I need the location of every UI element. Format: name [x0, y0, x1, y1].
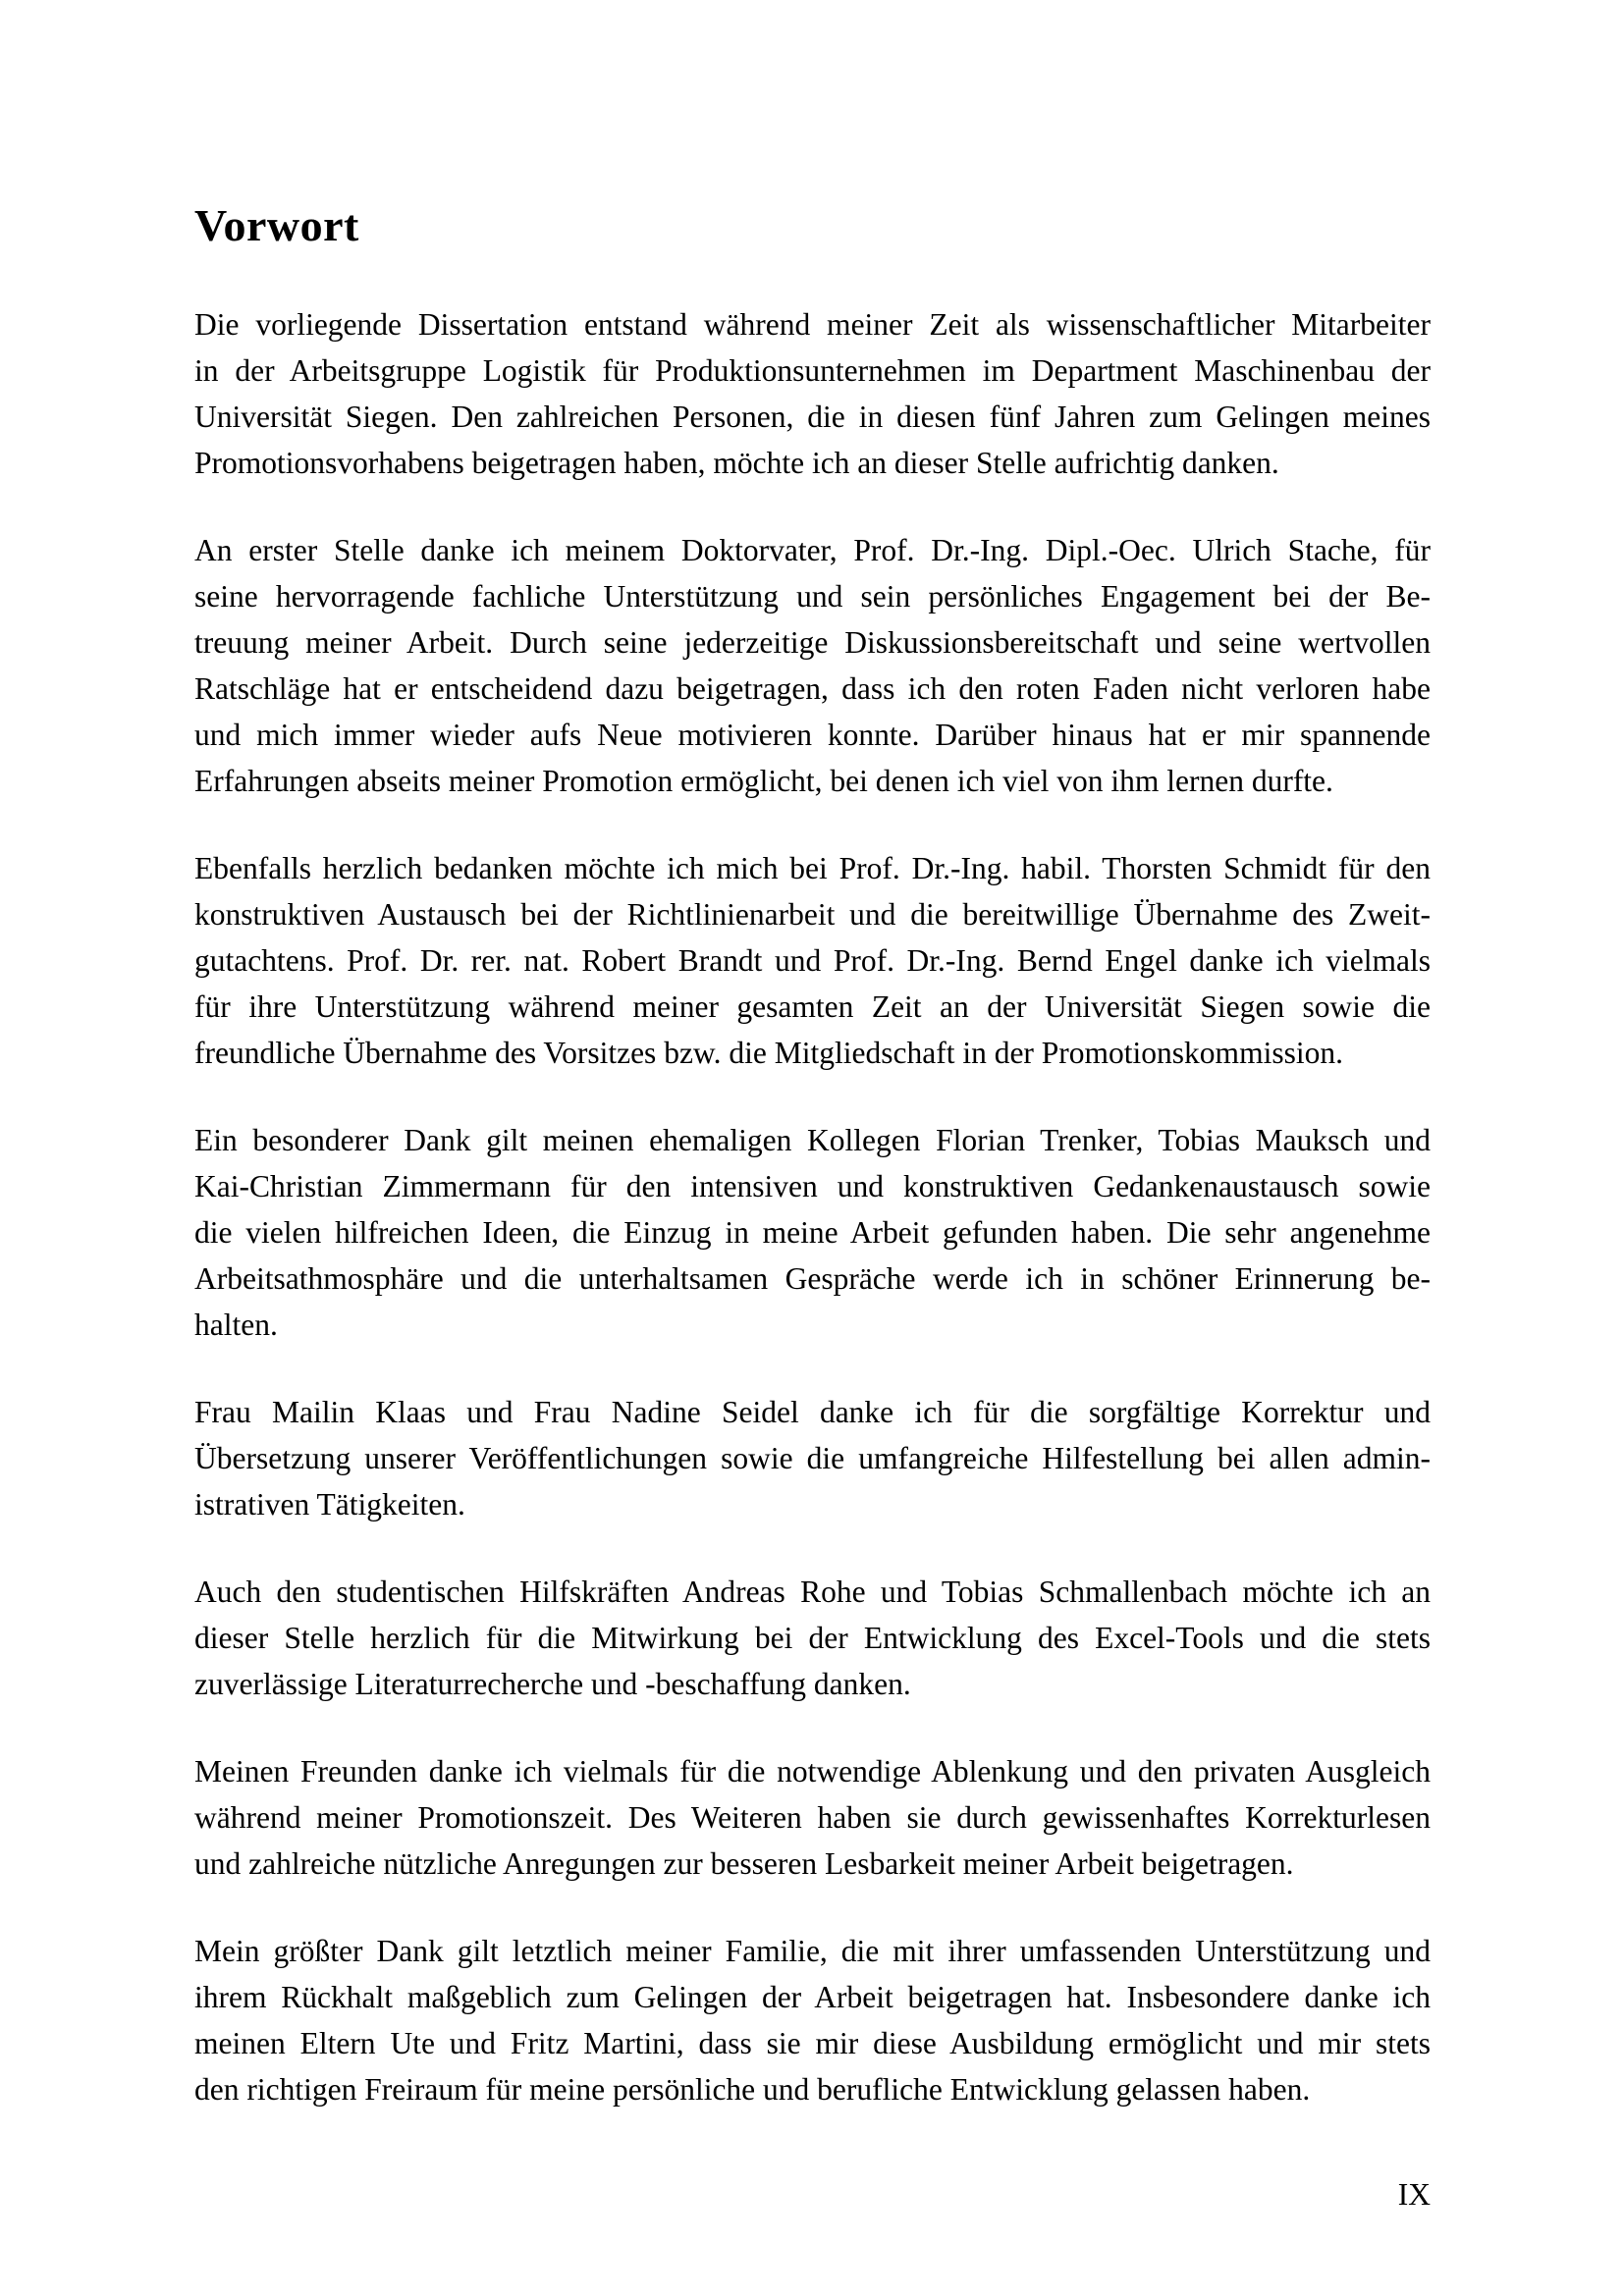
- paragraph: [194, 1928, 1431, 2112]
- paragraph: [194, 1117, 1431, 1348]
- paragraph-line: Frau Mailin Klaas und Frau Nadine Seidel danke ich für die sorgfältige Korrektur und: [194, 1395, 1431, 1429]
- paragraph-line: Mein größter Dank gilt letztlich meiner Familie, die mit ihrer umfassenden Unterstützung und: [194, 1934, 1431, 1968]
- paragraph-line: Übersetzung unserer Veröffentlichungen sowie die umfangreiche Hilfestellung bei allen admin-: [194, 1441, 1431, 1475]
- page-number: IX: [1397, 2177, 1431, 2212]
- paragraph-line: Auch den studentischen Hilfskräften Andreas Rohe und Tobias Schmallenbach möchte ich an: [194, 1575, 1431, 1609]
- paragraph: [194, 301, 1431, 486]
- paragraph-line: während meiner Promotionszeit. Des Weiteren haben sie durch gewissenhaftes Korrekturlesen: [194, 1800, 1431, 1835]
- paragraph-line: und zahlreiche nützliche Anregungen zur besseren Lesbarkeit meiner Arbeit beigetragen.: [194, 1846, 1294, 1881]
- paragraph-line: freundliche Übernahme des Vorsitzes bzw. die Mitgliedschaft in der Promotionskommission.: [194, 1036, 1343, 1070]
- paragraph-line: den richtigen Freiraum für meine persönliche und berufliche Entwicklung gelassen haben.: [194, 2072, 1311, 2107]
- paragraph-line: für ihre Unterstützung während meiner gesamten Zeit an der Universität Siegen sowie die: [194, 989, 1431, 1024]
- paragraph-line: Erfahrungen abseits meiner Promotion ermöglicht, bei denen ich viel von ihm lernen durfte.: [194, 764, 1333, 798]
- paragraph-line: Kai-Christian Zimmermann für den intensiven und konstruktiven Gedankenaustausch sowie: [194, 1169, 1431, 1203]
- paragraph-line: meinen Eltern Ute und Fritz Martini, dass sie mir diese Ausbildung ermöglicht und mir stets: [194, 2026, 1431, 2060]
- paragraph: [194, 527, 1431, 804]
- paragraph: [194, 845, 1431, 1076]
- paragraph-line: Promotionsvorhabens beigetragen haben, möchte ich an dieser Stelle aufrichtig danken.: [194, 446, 1279, 480]
- paragraph-line: halten.: [194, 1308, 278, 1342]
- paragraph: [194, 1748, 1431, 1887]
- paragraph-line: seine hervorragende fachliche Unterstützung und sein persönliches Engagement bei der Be-: [194, 579, 1431, 614]
- paragraph-line: in der Arbeitsgruppe Logistik für Produktionsunternehmen im Department Maschinenbau der: [194, 353, 1431, 388]
- paragraph-line: gutachtens. Prof. Dr. rer. nat. Robert Brandt und Prof. Dr.-Ing. Bernd Engel danke ich vielmals: [194, 943, 1431, 978]
- paragraph: [194, 1569, 1431, 1707]
- page-footer: [194, 2171, 1431, 2217]
- body-paragraphs: [194, 301, 1431, 2112]
- paragraph-line: Ein besonderer Dank gilt meinen ehemaligen Kollegen Florian Trenker, Tobias Mauksch und: [194, 1123, 1431, 1157]
- paragraph-line: dieser Stelle herzlich für die Mitwirkung bei der Entwicklung des Excel-Tools und die stets: [194, 1621, 1431, 1655]
- paragraph-line: konstruktiven Austausch bei der Richtlinienarbeit und die bereitwillige Übernahme des Zweit-: [194, 897, 1431, 932]
- paragraph-line: ihrem Rückhalt maßgeblich zum Gelingen der Arbeit beigetragen hat. Insbesondere danke ich: [194, 1980, 1431, 2014]
- paragraph-line: die vielen hilfreichen Ideen, die Einzug in meine Arbeit gefunden haben. Die sehr angenehme: [194, 1215, 1431, 1250]
- paragraph-line: Die vorliegende Dissertation entstand während meiner Zeit als wissenschaftlicher Mitarbeiter: [194, 307, 1431, 342]
- paragraph-line: An erster Stelle danke ich meinem Doktorvater, Prof. Dr.-Ing. Dipl.-Oec. Ulrich Stache, für: [194, 533, 1431, 567]
- paragraph-line: treuung meiner Arbeit. Durch seine jederzeitige Diskussionsbereitschaft und seine wertvollen: [194, 625, 1431, 660]
- paragraph-line: und mich immer wieder aufs Neue motivieren konnte. Darüber hinaus hat er mir spannende: [194, 718, 1431, 752]
- paragraph-line: Ebenfalls herzlich bedanken möchte ich mich bei Prof. Dr.-Ing. habil. Thorsten Schmidt für den: [194, 851, 1431, 885]
- paragraph-line: Arbeitsathmosphäre und die unterhaltsamen Gespräche werde ich in schöner Erinnerung be-: [194, 1261, 1431, 1296]
- paragraph: [194, 1389, 1431, 1527]
- page-title: Vorwort: [194, 200, 359, 250]
- paragraph-line: Ratschläge hat er entscheidend dazu beigetragen, dass ich den roten Faden nicht verloren habe: [194, 671, 1431, 706]
- paragraph-line: istrativen Tätigkeiten.: [194, 1487, 465, 1522]
- paragraph-line: Meinen Freunden danke ich vielmals für die notwendige Ablenkung und den privaten Ausgleich: [194, 1754, 1431, 1789]
- page-content: [194, 0, 1431, 2112]
- paragraph-line: zuverlässige Literaturrecherche und -beschaffung danken.: [194, 1667, 911, 1701]
- paragraph-line: Universität Siegen. Den zahlreichen Personen, die in diesen fünf Jahren zum Gelingen meines: [194, 400, 1431, 434]
